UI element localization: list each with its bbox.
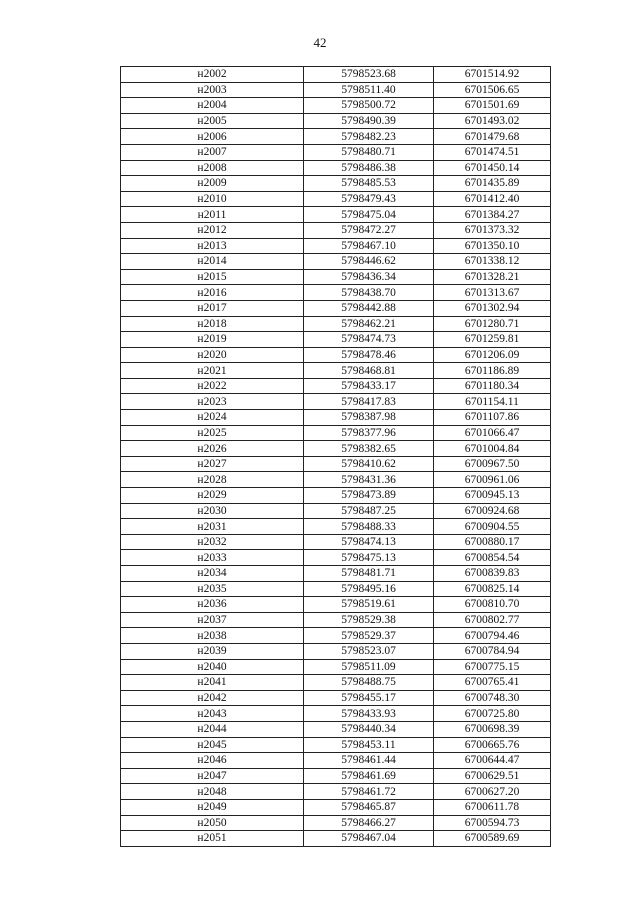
table-row [121,269,551,285]
y-coordinate-cell: 6701506.65 [434,82,551,98]
table-row [121,222,551,238]
point-id-cell: н2013 [121,238,304,254]
point-id-cell: н2042 [121,690,304,706]
y-coordinate-cell: 6700904.55 [434,519,551,535]
x-coordinate-cell: 5798474.13 [304,534,434,550]
table-row [121,332,551,348]
x-coordinate-cell: 5798480.71 [304,144,434,160]
table-row [121,799,551,815]
table-row [121,534,551,550]
x-coordinate-cell: 5798519.61 [304,597,434,613]
table-row [121,129,551,145]
y-coordinate-cell: 6700945.13 [434,488,551,504]
x-coordinate-cell: 5798474.73 [304,332,434,348]
point-id-cell: н2012 [121,222,304,238]
point-id-cell: н2049 [121,799,304,815]
x-coordinate-cell: 5798461.72 [304,784,434,800]
x-coordinate-cell: 5798529.38 [304,612,434,628]
x-coordinate-cell: 5798511.40 [304,82,434,98]
y-coordinate-cell: 6701206.09 [434,347,551,363]
table-row [121,82,551,98]
x-coordinate-cell: 5798461.44 [304,753,434,769]
point-id-cell: н2043 [121,706,304,722]
y-coordinate-cell: 6700594.73 [434,815,551,831]
point-id-cell: н2004 [121,98,304,114]
table-row [121,659,551,675]
point-id-cell: н2032 [121,534,304,550]
x-coordinate-cell: 5798523.07 [304,643,434,659]
y-coordinate-cell: 6700589.69 [434,831,551,847]
x-coordinate-cell: 5798500.72 [304,98,434,114]
point-id-cell: н2029 [121,488,304,504]
y-coordinate-cell: 6701412.40 [434,191,551,207]
x-coordinate-cell: 5798438.70 [304,285,434,301]
x-coordinate-cell: 5798465.87 [304,799,434,815]
point-id-cell: н2025 [121,425,304,441]
table-row [121,815,551,831]
point-id-cell: н2040 [121,659,304,675]
point-id-cell: н2036 [121,597,304,613]
y-coordinate-cell: 6700698.39 [434,721,551,737]
y-coordinate-cell: 6700961.06 [434,472,551,488]
y-coordinate-cell: 6701313.67 [434,285,551,301]
x-coordinate-cell: 5798466.27 [304,815,434,831]
point-id-cell: н2009 [121,176,304,192]
y-coordinate-cell: 6701154.11 [434,394,551,410]
table-row [121,254,551,270]
x-coordinate-cell: 5798511.09 [304,659,434,675]
y-coordinate-cell: 6701384.27 [434,207,551,223]
table-row [121,768,551,784]
point-id-cell: н2050 [121,815,304,831]
point-id-cell: н2007 [121,144,304,160]
x-coordinate-cell: 5798523.68 [304,67,434,83]
x-coordinate-cell: 5798461.69 [304,768,434,784]
point-id-cell: н2051 [121,831,304,847]
y-coordinate-cell: 6700725.80 [434,706,551,722]
x-coordinate-cell: 5798436.34 [304,269,434,285]
table-row [121,519,551,535]
point-id-cell: н2047 [121,768,304,784]
x-coordinate-cell: 5798481.71 [304,566,434,582]
x-coordinate-cell: 5798485.53 [304,176,434,192]
x-coordinate-cell: 5798475.13 [304,550,434,566]
y-coordinate-cell: 6700765.41 [434,675,551,691]
x-coordinate-cell: 5798433.17 [304,378,434,394]
table-row [121,706,551,722]
x-coordinate-cell: 5798467.10 [304,238,434,254]
table-row [121,160,551,176]
y-coordinate-cell: 6700748.30 [434,690,551,706]
x-coordinate-cell: 5798453.11 [304,737,434,753]
point-id-cell: н2024 [121,410,304,426]
table-row [121,643,551,659]
point-id-cell: н2026 [121,441,304,457]
table-row [121,238,551,254]
y-coordinate-cell: 6700665.76 [434,737,551,753]
y-coordinate-cell: 6700802.77 [434,612,551,628]
point-id-cell: н2034 [121,566,304,582]
y-coordinate-cell: 6700627.20 [434,784,551,800]
x-coordinate-cell: 5798377.96 [304,425,434,441]
x-coordinate-cell: 5798475.04 [304,207,434,223]
y-coordinate-cell: 6701450.14 [434,160,551,176]
y-coordinate-cell: 6701302.94 [434,300,551,316]
x-coordinate-cell: 5798472.27 [304,222,434,238]
table-row [121,753,551,769]
x-coordinate-cell: 5798478.46 [304,347,434,363]
table-row [121,628,551,644]
y-coordinate-cell: 6701004.84 [434,441,551,457]
table-row [121,488,551,504]
table-row [121,503,551,519]
point-id-cell: н2035 [121,581,304,597]
table-row [121,363,551,379]
table-row [121,191,551,207]
table-row [121,207,551,223]
table-row [121,612,551,628]
y-coordinate-cell: 6700924.68 [434,503,551,519]
x-coordinate-cell: 5798487.25 [304,503,434,519]
x-coordinate-cell: 5798486.38 [304,160,434,176]
y-coordinate-cell: 6701259.81 [434,332,551,348]
y-coordinate-cell: 6701514.92 [434,67,551,83]
table-row [121,425,551,441]
table-row [121,456,551,472]
point-id-cell: н2041 [121,675,304,691]
point-id-cell: н2002 [121,67,304,83]
point-id-cell: н2005 [121,113,304,129]
y-coordinate-cell: 6701280.71 [434,316,551,332]
y-coordinate-cell: 6700810.70 [434,597,551,613]
y-coordinate-cell: 6701501.69 [434,98,551,114]
y-coordinate-cell: 6700775.15 [434,659,551,675]
y-coordinate-cell: 6700825.14 [434,581,551,597]
table-row [121,316,551,332]
y-coordinate-cell: 6700794.46 [434,628,551,644]
table-row [121,176,551,192]
table-row [121,597,551,613]
point-id-cell: н2033 [121,550,304,566]
y-coordinate-cell: 6701435.89 [434,176,551,192]
x-coordinate-cell: 5798387.98 [304,410,434,426]
coordinates-table [120,66,551,847]
x-coordinate-cell: 5798462.21 [304,316,434,332]
point-id-cell: н2037 [121,612,304,628]
y-coordinate-cell: 6700629.51 [434,768,551,784]
point-id-cell: н2027 [121,456,304,472]
y-coordinate-cell: 6701373.32 [434,222,551,238]
point-id-cell: н2046 [121,753,304,769]
x-coordinate-cell: 5798446.62 [304,254,434,270]
x-coordinate-cell: 5798482.23 [304,129,434,145]
table-row [121,98,551,114]
x-coordinate-cell: 5798410.62 [304,456,434,472]
table-row [121,690,551,706]
y-coordinate-cell: 6700967.50 [434,456,551,472]
y-coordinate-cell: 6700784.94 [434,643,551,659]
y-coordinate-cell: 6701186.89 [434,363,551,379]
table-row [121,378,551,394]
x-coordinate-cell: 5798440.34 [304,721,434,737]
x-coordinate-cell: 5798488.75 [304,675,434,691]
point-id-cell: н2048 [121,784,304,800]
x-coordinate-cell: 5798455.17 [304,690,434,706]
table-row [121,831,551,847]
y-coordinate-cell: 6701479.68 [434,129,551,145]
point-id-cell: н2045 [121,737,304,753]
x-coordinate-cell: 5798473.89 [304,488,434,504]
table-row [121,394,551,410]
point-id-cell: н2038 [121,628,304,644]
point-id-cell: н2017 [121,300,304,316]
page-number: 42 [313,35,327,50]
table-row [121,144,551,160]
table-row [121,300,551,316]
table-row [121,675,551,691]
point-id-cell: н2031 [121,519,304,535]
x-coordinate-cell: 5798488.33 [304,519,434,535]
table-row [121,113,551,129]
x-coordinate-cell: 5798431.36 [304,472,434,488]
y-coordinate-cell: 6701338.12 [434,254,551,270]
table-row [121,410,551,426]
y-coordinate-cell: 6700880.17 [434,534,551,550]
y-coordinate-cell: 6701180.34 [434,378,551,394]
table-row [121,721,551,737]
x-coordinate-cell: 5798479.43 [304,191,434,207]
y-coordinate-cell: 6701493.02 [434,113,551,129]
y-coordinate-cell: 6701328.21 [434,269,551,285]
x-coordinate-cell: 5798468.81 [304,363,434,379]
point-id-cell: н2030 [121,503,304,519]
point-id-cell: н2003 [121,82,304,98]
point-id-cell: н2014 [121,254,304,270]
table-row [121,347,551,363]
table-row [121,472,551,488]
point-id-cell: н2008 [121,160,304,176]
table-row [121,566,551,582]
point-id-cell: н2021 [121,363,304,379]
point-id-cell: н2016 [121,285,304,301]
point-id-cell: н2044 [121,721,304,737]
point-id-cell: н2015 [121,269,304,285]
y-coordinate-cell: 6700611.78 [434,799,551,815]
point-id-cell: н2010 [121,191,304,207]
table-row [121,550,551,566]
table-row [121,737,551,753]
x-coordinate-cell: 5798495.16 [304,581,434,597]
table-row [121,285,551,301]
x-coordinate-cell: 5798467.04 [304,831,434,847]
y-coordinate-cell: 6701350.10 [434,238,551,254]
x-coordinate-cell: 5798490.39 [304,113,434,129]
point-id-cell: н2023 [121,394,304,410]
table-row [121,581,551,597]
point-id-cell: н2020 [121,347,304,363]
y-coordinate-cell: 6700854.54 [434,550,551,566]
x-coordinate-cell: 5798442.88 [304,300,434,316]
table-row [121,441,551,457]
y-coordinate-cell: 6700644.47 [434,753,551,769]
x-coordinate-cell: 5798417.83 [304,394,434,410]
y-coordinate-cell: 6701107.86 [434,410,551,426]
point-id-cell: н2028 [121,472,304,488]
point-id-cell: н2019 [121,332,304,348]
point-id-cell: н2018 [121,316,304,332]
point-id-cell: н2022 [121,378,304,394]
point-id-cell: н2006 [121,129,304,145]
y-coordinate-cell: 6700839.83 [434,566,551,582]
x-coordinate-cell: 5798382.65 [304,441,434,457]
y-coordinate-cell: 6701474.51 [434,144,551,160]
table-row [121,784,551,800]
coordinates-table-body [121,67,551,847]
x-coordinate-cell: 5798433.93 [304,706,434,722]
x-coordinate-cell: 5798529.37 [304,628,434,644]
point-id-cell: н2039 [121,643,304,659]
y-coordinate-cell: 6701066.47 [434,425,551,441]
point-id-cell: н2011 [121,207,304,223]
table-row [121,67,551,83]
